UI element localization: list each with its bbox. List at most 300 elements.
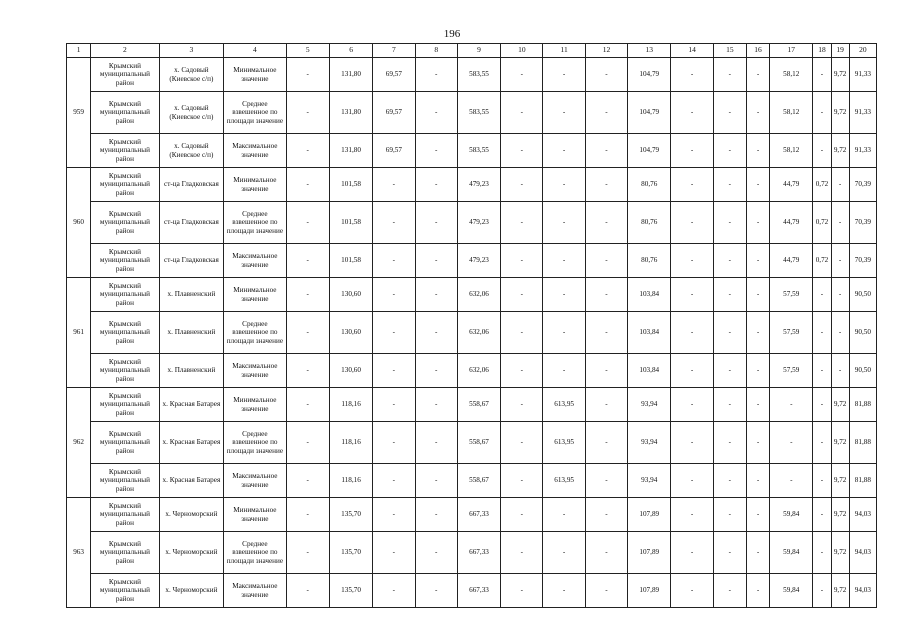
table-cell: 0,72 xyxy=(813,202,831,244)
table-cell: - xyxy=(501,168,543,202)
table-cell: Среднее взвешенное по площади значение xyxy=(224,202,286,244)
table-cell: 81,88 xyxy=(849,464,876,498)
table-cell: - xyxy=(671,58,713,92)
table-cell: 9,72 xyxy=(831,58,849,92)
column-header: 5 xyxy=(286,44,329,58)
table-cell: - xyxy=(671,498,713,532)
table-cell: - xyxy=(585,244,627,278)
table-cell: - xyxy=(585,202,627,244)
row-number-cell: 963 xyxy=(67,498,91,608)
table-cell: 57,59 xyxy=(770,278,813,312)
table-cell: - xyxy=(585,278,627,312)
row-number-cell: 960 xyxy=(67,168,91,278)
table-cell: - xyxy=(415,532,457,574)
table-cell: - xyxy=(713,354,746,388)
table-cell: Крымский муниципальный район xyxy=(91,134,160,168)
table-row xyxy=(67,134,877,168)
table-cell: - xyxy=(415,388,457,422)
table-cell: - xyxy=(746,168,769,202)
table-cell: х. Плавненский xyxy=(159,278,223,312)
table-row xyxy=(67,168,877,202)
table-cell: 91,33 xyxy=(849,92,876,134)
table-cell: - xyxy=(713,574,746,608)
table-cell: - xyxy=(286,354,329,388)
table-cell: 90,50 xyxy=(849,354,876,388)
table-cell: - xyxy=(415,278,457,312)
table-cell: - xyxy=(671,388,713,422)
table-cell: 613,95 xyxy=(543,422,585,464)
table-cell: 130,60 xyxy=(329,354,372,388)
table-cell: Максимальное значение xyxy=(224,354,286,388)
table-cell: - xyxy=(415,244,457,278)
table-cell: 70,39 xyxy=(849,168,876,202)
column-header: 20 xyxy=(849,44,876,58)
table-cell: - xyxy=(501,574,543,608)
table-cell: 130,60 xyxy=(329,312,372,354)
table-cell: 613,95 xyxy=(543,388,585,422)
table-cell: х. Красная Батарея xyxy=(159,388,223,422)
data-table xyxy=(66,43,877,608)
table-cell: - xyxy=(501,388,543,422)
table-cell: - xyxy=(713,134,746,168)
table-cell: 58,12 xyxy=(770,58,813,92)
table-cell: - xyxy=(713,244,746,278)
table-cell: Минимальное значение xyxy=(224,168,286,202)
table-cell: 558,67 xyxy=(457,388,500,422)
table-cell: - xyxy=(543,202,585,244)
table-cell: - xyxy=(543,134,585,168)
column-header: 16 xyxy=(746,44,769,58)
table-cell: 94,03 xyxy=(849,574,876,608)
table-cell: - xyxy=(671,422,713,464)
table-cell: - xyxy=(713,312,746,354)
table-row xyxy=(67,58,877,92)
table-cell: - xyxy=(543,532,585,574)
table-cell: 91,33 xyxy=(849,58,876,92)
table-cell: - xyxy=(746,58,769,92)
table-cell: - xyxy=(501,498,543,532)
table-cell: 131,80 xyxy=(329,58,372,92)
column-header: 10 xyxy=(501,44,543,58)
table-cell: х. Садовый (Киевское с/п) xyxy=(159,58,223,92)
table-cell: - xyxy=(713,278,746,312)
table-cell: х. Плавненский xyxy=(159,312,223,354)
table-cell: - xyxy=(286,278,329,312)
table-cell: - xyxy=(373,422,415,464)
table-cell: - xyxy=(415,422,457,464)
table-cell: - xyxy=(286,168,329,202)
table-cell: Крымский муниципальный район xyxy=(91,354,160,388)
table-cell: - xyxy=(585,354,627,388)
table-cell: - xyxy=(831,202,849,244)
table-cell: - xyxy=(746,354,769,388)
table-cell: 103,84 xyxy=(628,312,671,354)
table-cell: 80,76 xyxy=(628,244,671,278)
table-cell: Крымский муниципальный район xyxy=(91,58,160,92)
table-cell: Минимальное значение xyxy=(224,388,286,422)
table-cell: 80,76 xyxy=(628,202,671,244)
table-cell: 135,70 xyxy=(329,532,372,574)
table-cell: - xyxy=(415,312,457,354)
table-cell: - xyxy=(671,464,713,498)
table-cell: - xyxy=(286,464,329,498)
table-cell: - xyxy=(746,278,769,312)
table-cell: - xyxy=(813,134,831,168)
table-cell: 9,72 xyxy=(831,92,849,134)
table-cell: - xyxy=(415,574,457,608)
table-cell: 667,33 xyxy=(457,532,500,574)
table-cell: 81,88 xyxy=(849,388,876,422)
table-cell: - xyxy=(543,278,585,312)
table-cell: - xyxy=(813,354,831,388)
table-cell: - xyxy=(415,354,457,388)
table-cell: 107,89 xyxy=(628,532,671,574)
table-cell: 558,67 xyxy=(457,422,500,464)
table-cell: - xyxy=(415,58,457,92)
header-row xyxy=(67,44,877,58)
table-cell: - xyxy=(415,134,457,168)
table-cell: 59,84 xyxy=(770,498,813,532)
table-cell: 70,39 xyxy=(849,244,876,278)
table-cell: - xyxy=(373,388,415,422)
table-cell: - xyxy=(373,244,415,278)
table-cell: - xyxy=(543,498,585,532)
column-header: 7 xyxy=(373,44,415,58)
table-cell: - xyxy=(543,58,585,92)
table-cell: - xyxy=(373,574,415,608)
column-header: 15 xyxy=(713,44,746,58)
table-cell: Крымский муниципальный район xyxy=(91,498,160,532)
table-cell: - xyxy=(713,532,746,574)
table-cell: 9,72 xyxy=(831,464,849,498)
table-cell: Минимальное значение xyxy=(224,278,286,312)
table-cell: - xyxy=(501,312,543,354)
table-cell: - xyxy=(415,498,457,532)
table-cell: 9,72 xyxy=(831,422,849,464)
table-cell: - xyxy=(543,354,585,388)
table-cell: - xyxy=(813,58,831,92)
table-row xyxy=(67,574,877,608)
table-cell: - xyxy=(713,422,746,464)
table-cell: Минимальное значение xyxy=(224,58,286,92)
table-cell: - xyxy=(746,244,769,278)
table-cell: - xyxy=(813,498,831,532)
table-row xyxy=(67,244,877,278)
table-cell: - xyxy=(373,202,415,244)
column-header: 19 xyxy=(831,44,849,58)
table-cell: - xyxy=(585,574,627,608)
table-cell: 479,23 xyxy=(457,202,500,244)
table-cell: 104,79 xyxy=(628,92,671,134)
table-cell: - xyxy=(286,574,329,608)
table-cell: - xyxy=(585,58,627,92)
table-cell: х. Плавненский xyxy=(159,354,223,388)
table-cell: - xyxy=(585,388,627,422)
table-cell: 103,84 xyxy=(628,278,671,312)
table-cell: - xyxy=(813,422,831,464)
table-cell: - xyxy=(713,464,746,498)
row-number-cell: 962 xyxy=(67,388,91,498)
table-cell: - xyxy=(286,92,329,134)
table-cell: - xyxy=(746,532,769,574)
table-cell: х. Садовый (Киевское с/п) xyxy=(159,92,223,134)
table-cell: 59,84 xyxy=(770,532,813,574)
table-cell: Крымский муниципальный район xyxy=(91,202,160,244)
table-cell: 101,58 xyxy=(329,244,372,278)
table-cell: - xyxy=(286,202,329,244)
table-cell: - xyxy=(585,422,627,464)
table-cell: - xyxy=(585,168,627,202)
table-cell: 613,95 xyxy=(543,464,585,498)
table-cell: 90,50 xyxy=(849,312,876,354)
table-cell: - xyxy=(415,92,457,134)
table-cell: - xyxy=(671,278,713,312)
table-cell: 93,94 xyxy=(628,464,671,498)
table-cell: - xyxy=(770,422,813,464)
table-cell: 131,80 xyxy=(329,134,372,168)
column-header: 3 xyxy=(159,44,223,58)
column-header: 14 xyxy=(671,44,713,58)
table-cell: 583,55 xyxy=(457,58,500,92)
table-cell: Крымский муниципальный район xyxy=(91,388,160,422)
table-cell: Крымский муниципальный район xyxy=(91,92,160,134)
column-header: 13 xyxy=(628,44,671,58)
column-header: 2 xyxy=(91,44,160,58)
table-cell: - xyxy=(671,574,713,608)
table-cell: - xyxy=(713,168,746,202)
table-cell: 583,55 xyxy=(457,134,500,168)
table-cell: - xyxy=(543,168,585,202)
column-header: 11 xyxy=(543,44,585,58)
table-cell: Крымский муниципальный район xyxy=(91,168,160,202)
table-cell: - xyxy=(813,574,831,608)
table-cell: - xyxy=(501,134,543,168)
column-header: 17 xyxy=(770,44,813,58)
table-cell: Крымский муниципальный район xyxy=(91,574,160,608)
table-cell: Максимальное значение xyxy=(224,244,286,278)
table-cell: - xyxy=(746,498,769,532)
table-cell: - xyxy=(373,464,415,498)
table-cell: - xyxy=(286,134,329,168)
table-cell: - xyxy=(286,422,329,464)
column-header: 4 xyxy=(224,44,286,58)
table-cell: 104,79 xyxy=(628,134,671,168)
table-cell: - xyxy=(286,498,329,532)
table-cell: - xyxy=(813,92,831,134)
table-cell: 667,33 xyxy=(457,498,500,532)
table-cell: - xyxy=(543,574,585,608)
table-cell: 0,72 xyxy=(813,168,831,202)
table-cell: - xyxy=(831,244,849,278)
table-cell: Минимальное значение xyxy=(224,498,286,532)
column-header: 9 xyxy=(457,44,500,58)
table-cell: Среднее взвешенное по площади значение xyxy=(224,422,286,464)
table-cell: - xyxy=(501,354,543,388)
table-cell: - xyxy=(373,532,415,574)
table-cell: - xyxy=(585,134,627,168)
table-cell: 9,72 xyxy=(831,532,849,574)
table-cell: 632,06 xyxy=(457,312,500,354)
table-cell: - xyxy=(746,388,769,422)
table-cell: 9,72 xyxy=(831,498,849,532)
table-cell: - xyxy=(831,354,849,388)
table-cell: 135,70 xyxy=(329,498,372,532)
table-cell: - xyxy=(286,388,329,422)
table-cell: - xyxy=(713,58,746,92)
table-cell: - xyxy=(501,202,543,244)
page-number: 196 xyxy=(443,28,461,40)
table-cell: - xyxy=(501,92,543,134)
table-cell: 103,84 xyxy=(628,354,671,388)
table-cell: Крымский муниципальный район xyxy=(91,464,160,498)
table-cell: - xyxy=(373,312,415,354)
table-cell: 632,06 xyxy=(457,278,500,312)
table-cell: - xyxy=(746,92,769,134)
table-cell: - xyxy=(713,202,746,244)
table-cell: Среднее взвешенное по площади значение xyxy=(224,532,286,574)
table-cell: х. Садовый (Киевское с/п) xyxy=(159,134,223,168)
table-cell: - xyxy=(746,574,769,608)
table-cell: 118,16 xyxy=(329,464,372,498)
table-cell: - xyxy=(770,388,813,422)
table-cell: 44,79 xyxy=(770,244,813,278)
table-cell: - xyxy=(671,92,713,134)
table-row xyxy=(67,498,877,532)
table-cell: - xyxy=(813,532,831,574)
table-cell: - xyxy=(713,388,746,422)
table-cell: 130,60 xyxy=(329,278,372,312)
table-row xyxy=(67,464,877,498)
table-cell: - xyxy=(585,312,627,354)
table-cell: - xyxy=(585,532,627,574)
table-cell: 583,55 xyxy=(457,92,500,134)
table-cell: х. Черноморский xyxy=(159,574,223,608)
table-cell: 91,33 xyxy=(849,134,876,168)
table-cell: - xyxy=(415,168,457,202)
table-cell: - xyxy=(770,464,813,498)
column-header: 1 xyxy=(67,44,91,58)
row-number-cell: 961 xyxy=(67,278,91,388)
table-cell: 9,72 xyxy=(831,134,849,168)
table-cell: - xyxy=(286,244,329,278)
table-cell: 58,12 xyxy=(770,92,813,134)
table-cell: 44,79 xyxy=(770,202,813,244)
table-cell: 101,58 xyxy=(329,168,372,202)
table-cell: 81,88 xyxy=(849,422,876,464)
table-cell: Крымский муниципальный район xyxy=(91,278,160,312)
table-cell: - xyxy=(746,134,769,168)
table-cell: 101,58 xyxy=(329,202,372,244)
table-cell: х. Красная Батарея xyxy=(159,422,223,464)
table-cell: 118,16 xyxy=(329,422,372,464)
table-cell: 69,57 xyxy=(373,92,415,134)
table-cell: - xyxy=(501,464,543,498)
table-cell: - xyxy=(585,92,627,134)
table-cell: 479,23 xyxy=(457,168,500,202)
table-cell: 57,59 xyxy=(770,354,813,388)
table-cell: - xyxy=(543,92,585,134)
table-cell: ст-ца Гладковская xyxy=(159,168,223,202)
table-cell: - xyxy=(286,58,329,92)
table-cell: 94,03 xyxy=(849,498,876,532)
column-header: 6 xyxy=(329,44,372,58)
table-row xyxy=(67,532,877,574)
table-cell: 667,33 xyxy=(457,574,500,608)
table-row xyxy=(67,312,877,354)
table-cell: - xyxy=(286,532,329,574)
table-cell: - xyxy=(373,354,415,388)
table-cell: - xyxy=(415,202,457,244)
table-row xyxy=(67,354,877,388)
table-cell: Крымский муниципальный район xyxy=(91,244,160,278)
table-cell: 59,84 xyxy=(770,574,813,608)
column-header: 8 xyxy=(415,44,457,58)
table-cell: - xyxy=(671,532,713,574)
row-number-cell: 959 xyxy=(67,58,91,168)
table-cell: - xyxy=(813,278,831,312)
table-cell: 0,72 xyxy=(813,244,831,278)
table-cell: 479,23 xyxy=(457,244,500,278)
column-header: 18 xyxy=(813,44,831,58)
table-cell: - xyxy=(501,422,543,464)
table-cell: - xyxy=(373,168,415,202)
table-cell: - xyxy=(286,312,329,354)
table-cell: - xyxy=(671,312,713,354)
table-cell: 104,79 xyxy=(628,58,671,92)
table-cell: - xyxy=(713,92,746,134)
table-cell: Максимальное значение xyxy=(224,134,286,168)
table-cell: - xyxy=(813,464,831,498)
table-cell: - xyxy=(746,464,769,498)
table-cell: 57,59 xyxy=(770,312,813,354)
table-cell: - xyxy=(671,168,713,202)
table-cell: - xyxy=(501,532,543,574)
table-cell: 70,39 xyxy=(849,202,876,244)
table-row xyxy=(67,202,877,244)
table-cell: - xyxy=(813,312,831,354)
table-cell: Крымский муниципальный район xyxy=(91,532,160,574)
table-cell: 69,57 xyxy=(373,134,415,168)
table-cell: Среднее взвешенное по площади значение xyxy=(224,312,286,354)
table-body xyxy=(67,58,877,608)
table-cell: - xyxy=(671,202,713,244)
table-cell: - xyxy=(501,58,543,92)
table-cell: 118,16 xyxy=(329,388,372,422)
table-cell: 107,89 xyxy=(628,498,671,532)
table-cell: - xyxy=(543,244,585,278)
table-cell: Крымский муниципальный район xyxy=(91,312,160,354)
table-cell: 93,94 xyxy=(628,422,671,464)
table-cell: 558,67 xyxy=(457,464,500,498)
table-cell: х. Черноморский xyxy=(159,498,223,532)
table-cell: 90,50 xyxy=(849,278,876,312)
table-cell: - xyxy=(746,422,769,464)
table-cell: - xyxy=(831,168,849,202)
table-cell: 9,72 xyxy=(831,574,849,608)
table-cell: 135,70 xyxy=(329,574,372,608)
table-cell: Максимальное значение xyxy=(224,464,286,498)
table-cell: 44,79 xyxy=(770,168,813,202)
table-cell: - xyxy=(543,312,585,354)
column-header: 12 xyxy=(585,44,627,58)
table-cell: х. Черноморский xyxy=(159,532,223,574)
table-cell: 80,76 xyxy=(628,168,671,202)
table-cell: 93,94 xyxy=(628,388,671,422)
table-cell: - xyxy=(671,354,713,388)
table-cell: 107,89 xyxy=(628,574,671,608)
table-row xyxy=(67,422,877,464)
table-cell: х. Красная Батарея xyxy=(159,464,223,498)
